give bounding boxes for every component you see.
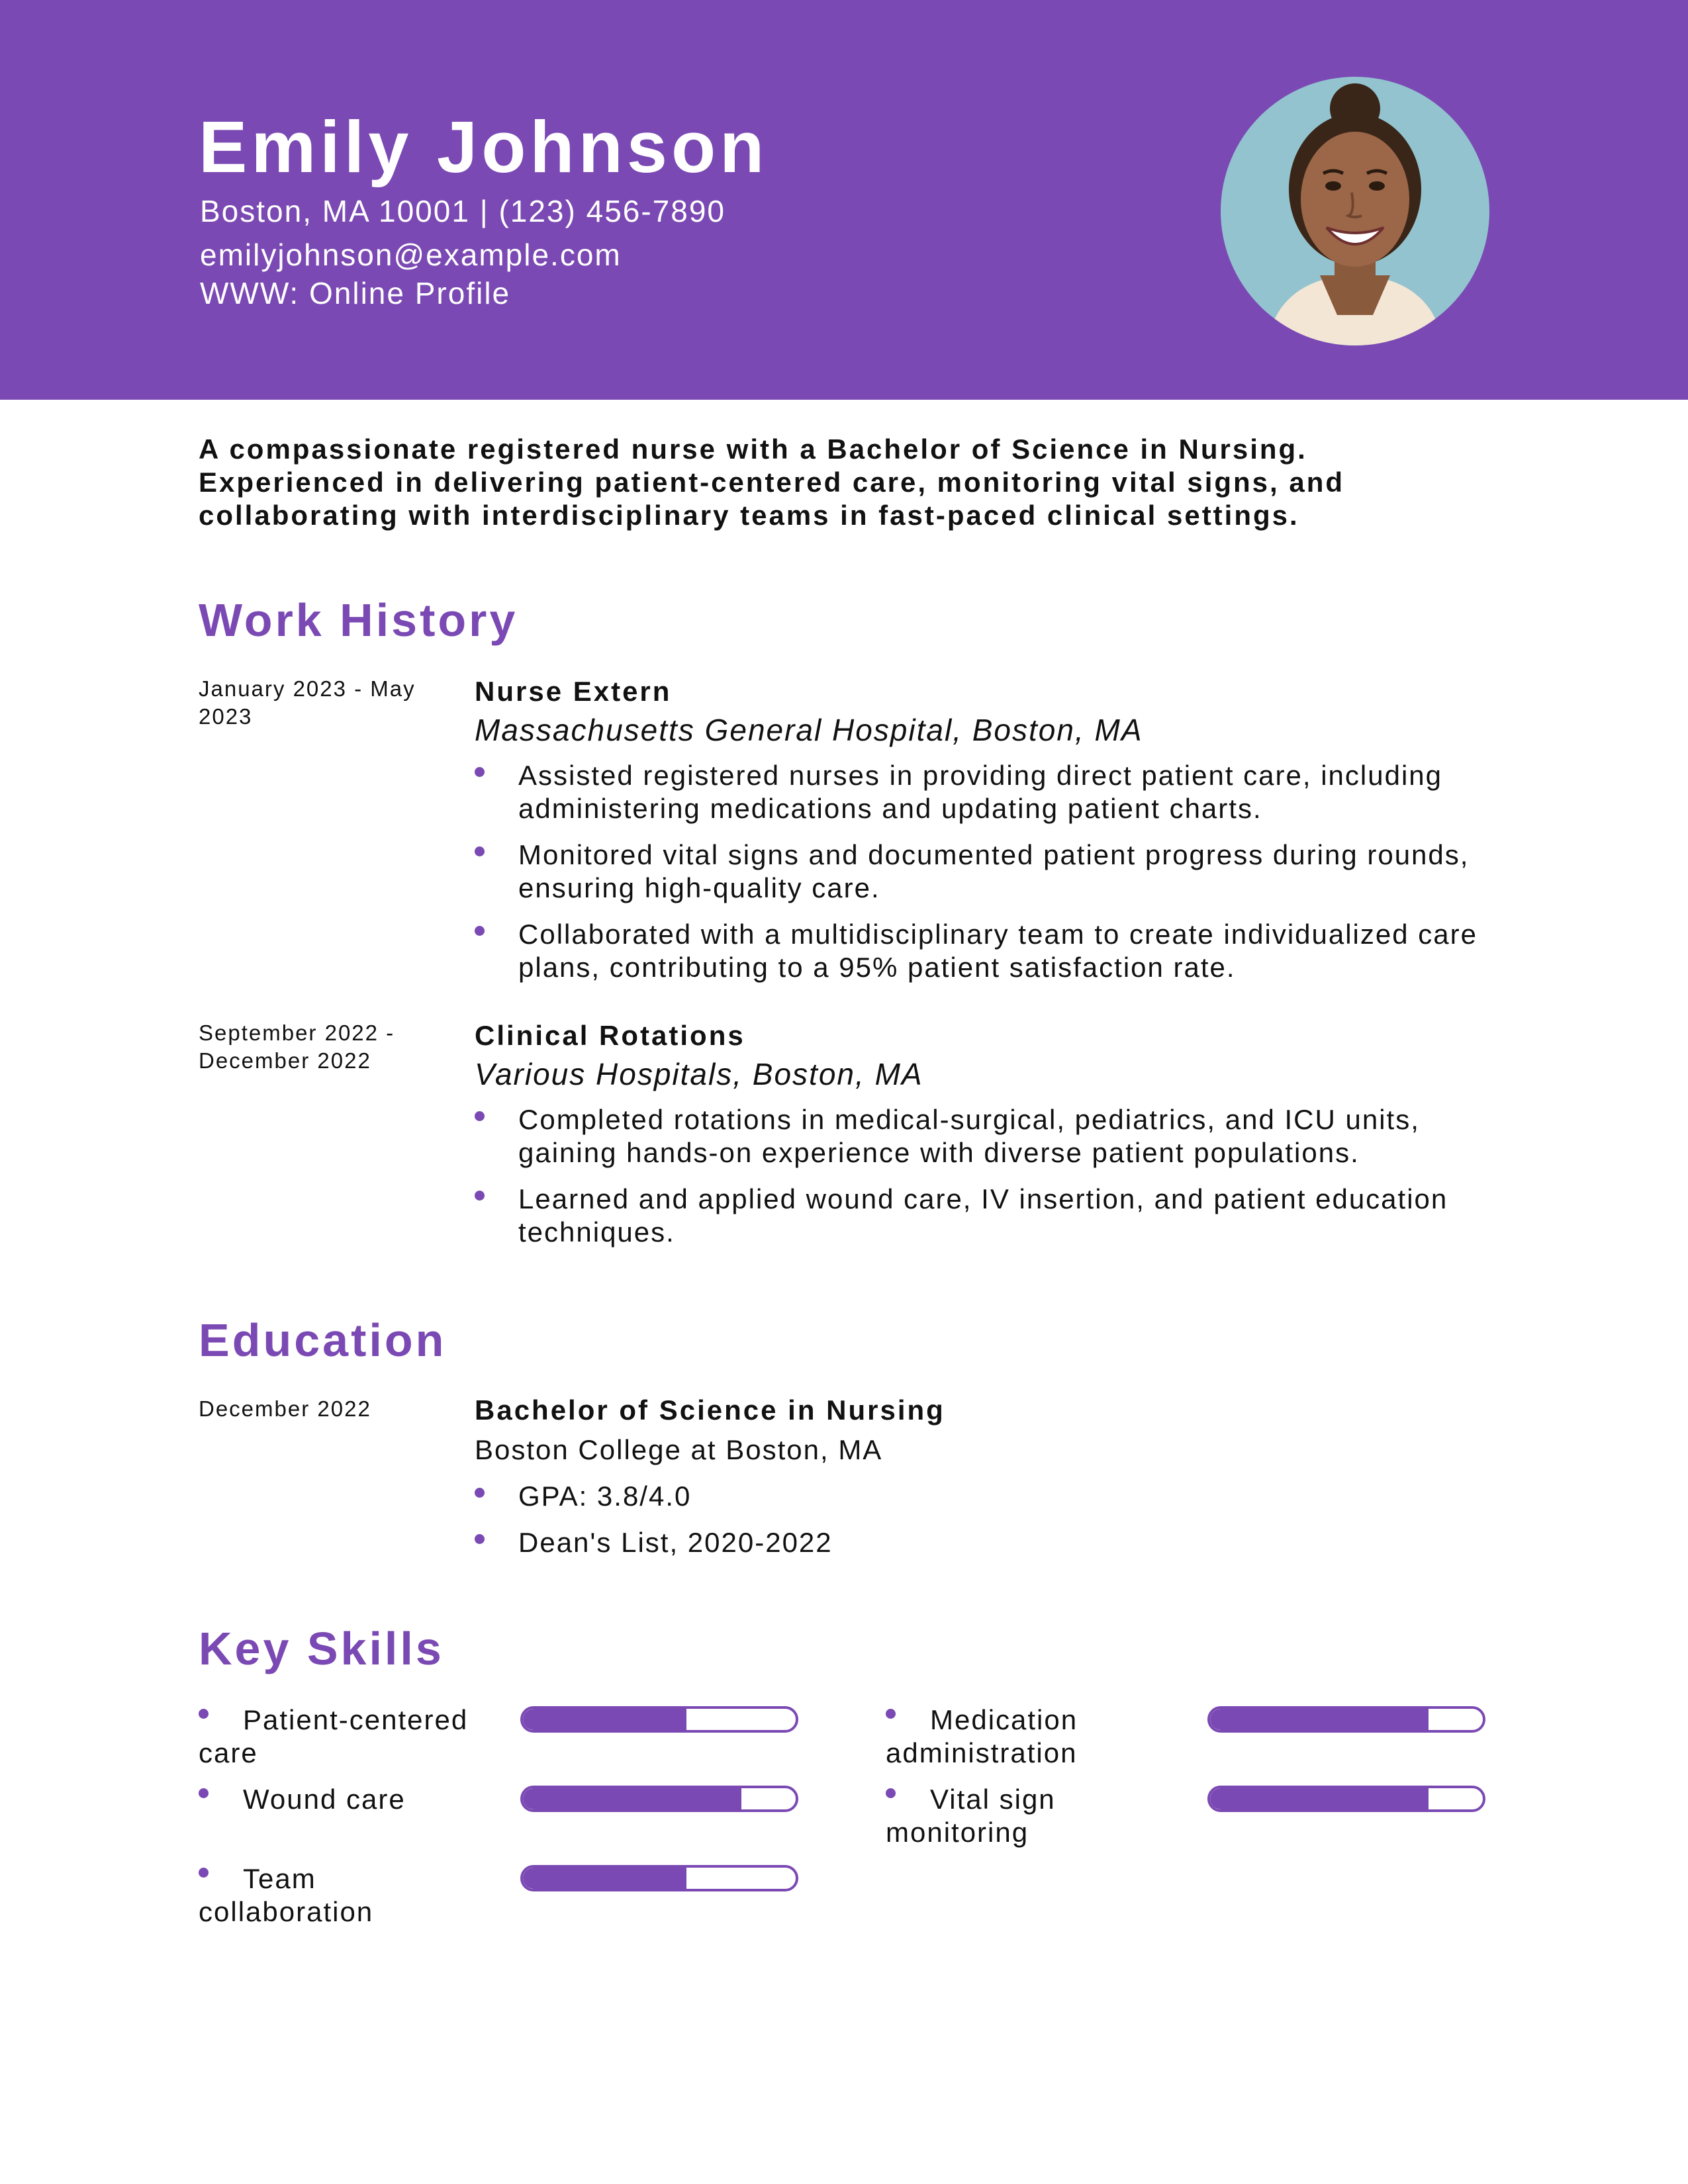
bullet-dot-icon bbox=[199, 1709, 209, 1719]
candidate-name: Emily Johnson bbox=[199, 107, 769, 188]
bullet-dot-icon bbox=[199, 1868, 209, 1878]
education-heading: Education bbox=[199, 1314, 447, 1366]
job-title: Clinical Rotations bbox=[475, 1020, 745, 1051]
skill-item bbox=[199, 1783, 490, 1816]
school-name: Boston College at Boston, MA bbox=[475, 1434, 883, 1465]
key-skills-heading: Key Skills bbox=[199, 1623, 444, 1674]
skill-level-fill bbox=[523, 1709, 686, 1730]
skill-label: Wound care bbox=[243, 1784, 406, 1815]
work-history-heading: Work History bbox=[199, 594, 518, 646]
list-item: GPA: 3.8/4.0 bbox=[475, 1480, 1494, 1513]
job-bullet-list bbox=[475, 1103, 1494, 1249]
list-item: Dean's List, 2020-2022 bbox=[475, 1526, 1494, 1559]
skill-level-bar bbox=[1207, 1786, 1485, 1812]
skill-label: Medication administration bbox=[886, 1704, 1078, 1768]
skill-item bbox=[886, 1783, 1177, 1849]
skill-level-fill bbox=[523, 1788, 741, 1809]
website-link[interactable]: WWW: Online Profile bbox=[200, 276, 511, 310]
job-dates: January 2023 - May 2023 bbox=[199, 676, 416, 729]
skill-label: Patient-centered care bbox=[199, 1704, 469, 1768]
skill-level-fill bbox=[523, 1868, 686, 1889]
list-item: Collaborated with a multidisciplinary team to create individualized care plans, contributing to a 95% patient satisfaction rate. bbox=[475, 918, 1494, 984]
skill-level-bar bbox=[1207, 1706, 1485, 1733]
list-item: Completed rotations in medical-surgical, pediatrics, and ICU units, gaining hands-on experience with diverse patient populations. bbox=[475, 1103, 1494, 1169]
skill-item bbox=[199, 1704, 490, 1770]
job-bullet-list bbox=[475, 759, 1494, 984]
degree-title: Bachelor of Science in Nursing bbox=[475, 1394, 945, 1426]
skill-label: Team collaboration bbox=[199, 1863, 374, 1927]
header-banner bbox=[0, 0, 1688, 400]
list-item: Monitored vital signs and documented patient progress during rounds, ensuring high-quality care. bbox=[475, 839, 1494, 905]
location-phone: Boston, MA 10001 | (123) 456-7890 bbox=[200, 194, 726, 228]
job-employer: Various Hospitals, Boston, MA bbox=[475, 1057, 923, 1091]
skill-level-bar bbox=[520, 1865, 798, 1891]
education-bullet-list bbox=[475, 1480, 1494, 1559]
list-item: Assisted registered nurses in providing direct patient care, including administering medications and updating patient charts. bbox=[475, 759, 1494, 825]
education-date: December 2022 bbox=[199, 1396, 371, 1421]
skill-level-fill bbox=[1210, 1709, 1429, 1730]
bullet-dot-icon bbox=[199, 1788, 209, 1798]
job-employer: Massachusetts General Hospital, Boston, MA bbox=[475, 713, 1143, 747]
profile-photo bbox=[1221, 77, 1489, 345]
skill-level-bar bbox=[520, 1706, 798, 1733]
skill-level-fill bbox=[1210, 1788, 1429, 1809]
job-title: Nurse Extern bbox=[475, 676, 672, 707]
job-dates: September 2022 - December 2022 bbox=[199, 1021, 395, 1073]
email-link[interactable]: emilyjohnson@example.com bbox=[200, 238, 622, 272]
professional-summary: A compassionate registered nurse with a Bachelor of Science in Nursing. Experienced in delivering patient-centered care, monitoring vital signs, and collaborating with interdisciplinary teams in fast-paced clinical settings. bbox=[199, 433, 1345, 531]
skill-label: Vital sign monitoring bbox=[886, 1784, 1056, 1848]
skill-item bbox=[199, 1862, 490, 1929]
list-item: Learned and applied wound care, IV insertion, and patient education techniques. bbox=[475, 1183, 1494, 1249]
skill-level-bar bbox=[520, 1786, 798, 1812]
skill-item bbox=[886, 1704, 1177, 1770]
bullet-dot-icon bbox=[886, 1788, 896, 1798]
bullet-dot-icon bbox=[886, 1709, 896, 1719]
